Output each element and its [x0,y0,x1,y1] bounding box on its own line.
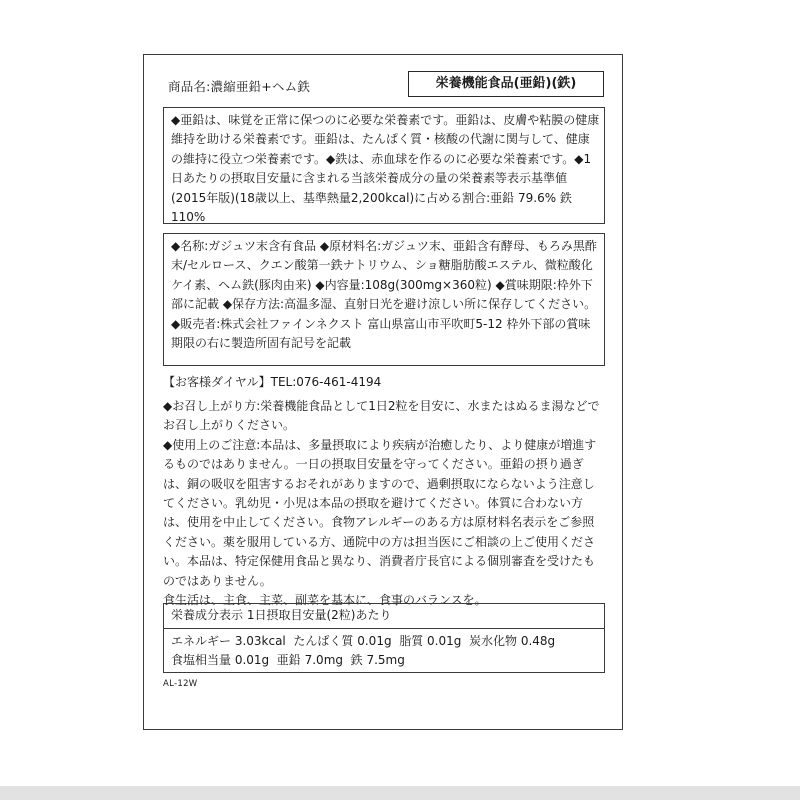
ingredients-text: ◆名称:ガジュツ末含有食品 ◆原材料名:ガジュツ末、亜鉛含有酵母、もろみ黒酢末/セルロース、クエン酸第一鉄ナトリウム、ショ糖脂肪酸エステル、微粒酸化ケイ素、ヘム鉄(豚肉由来) ◆内容量:108g(300mg×360粒) ◆賞味期限:枠外下部に記載 ◆保存方法:高温多湿、直射日光を避け涼しい所に保存してください。 ◆販売者:株式会社ファインネクスト 富山県富山市平吹町5-12 枠外下部の賞味期限の右に製造所固有記号を記載 [171,239,597,351]
nutrition-zinc: 亜鉛 7.0mg [276,653,344,667]
nutrition-iron: 鉄 7.5mg [350,653,405,667]
category-badge: 栄養機能食品(亜鉛)(鉄) [408,71,604,97]
nutrition-protein: たんぱく質 0.01g [293,634,392,648]
usage-section [163,397,605,610]
customer-dial: 【お客様ダイヤル】TEL:076-461-4194 [163,375,382,389]
nutrition-fat: 脂質 0.01g [399,634,462,648]
nutrition-values [164,629,604,670]
ingredients-box [163,233,605,366]
product-name: 商品名:濃縮亜鉛+ヘム鉄 [168,79,311,94]
diet-text: 食生活は、主食、主菜、副菜を基本に、食事のバランスを。 [163,593,487,608]
bottom-band [0,786,800,800]
zinc-function-box [163,107,605,224]
nutrition-carbs: 炭水化物 0.48g [469,634,556,648]
nutrition-title: 栄養成分表示 1日摂取目安量(2粒)あたり [164,604,604,629]
usage-text: ◆お召し上がり方:栄養機能食品として1日2粒を目安に、水またはぬるま湯などでお召し上がりください。 [163,399,600,433]
nutrition-salt: 食塩相当量 0.01g [171,653,270,667]
label-header [144,55,622,103]
nutrition-table [163,603,605,673]
nutrition-energy: エネルギー 3.03kcal [171,634,286,648]
caution-text: ◆使用上のご注意:本品は、多量摂取により疾病が治癒したり、より健康が増進するものではありません。一日の摂取目安量を守ってください。亜鉛の摂り過ぎは、銅の吸収を阻害するおそれがありますので、過剰摂取にならないよう注意してください。乳幼児・小児は本品の摂取を避けてください。体質に合わない方は、使用を中止してください。食物アレルギーのある方は原材料名表示をご参照ください。薬を服用している方、通院中の方は担当医にご相談の上ご使用ください。本品は、特定保健用食品と異なり、消費者庁長官による個別審査を受けたものではありません。 [163,437,597,588]
zinc-function-text: ◆亜鉛は、味覚を正常に保つのに必要な栄養素です。亜鉛は、皮膚や粘膜の健康維持を助ける栄養素です。亜鉛は、たんぱく質・核酸の代謝に関与して、健康の維持に役立つ栄養素です。◆鉄は、赤血球を作るのに必要な栄養素です。◆1日あたりの摂取目安量に含まれる当該栄養成分の量の栄養素等表示基準値(2015年版)(18歳以上、基準熱量2,200kcal)に占める割合:亜鉛 79.6% 鉄 110% [171,113,600,225]
product-code: AL-12W [163,679,198,689]
product-label [143,54,623,730]
